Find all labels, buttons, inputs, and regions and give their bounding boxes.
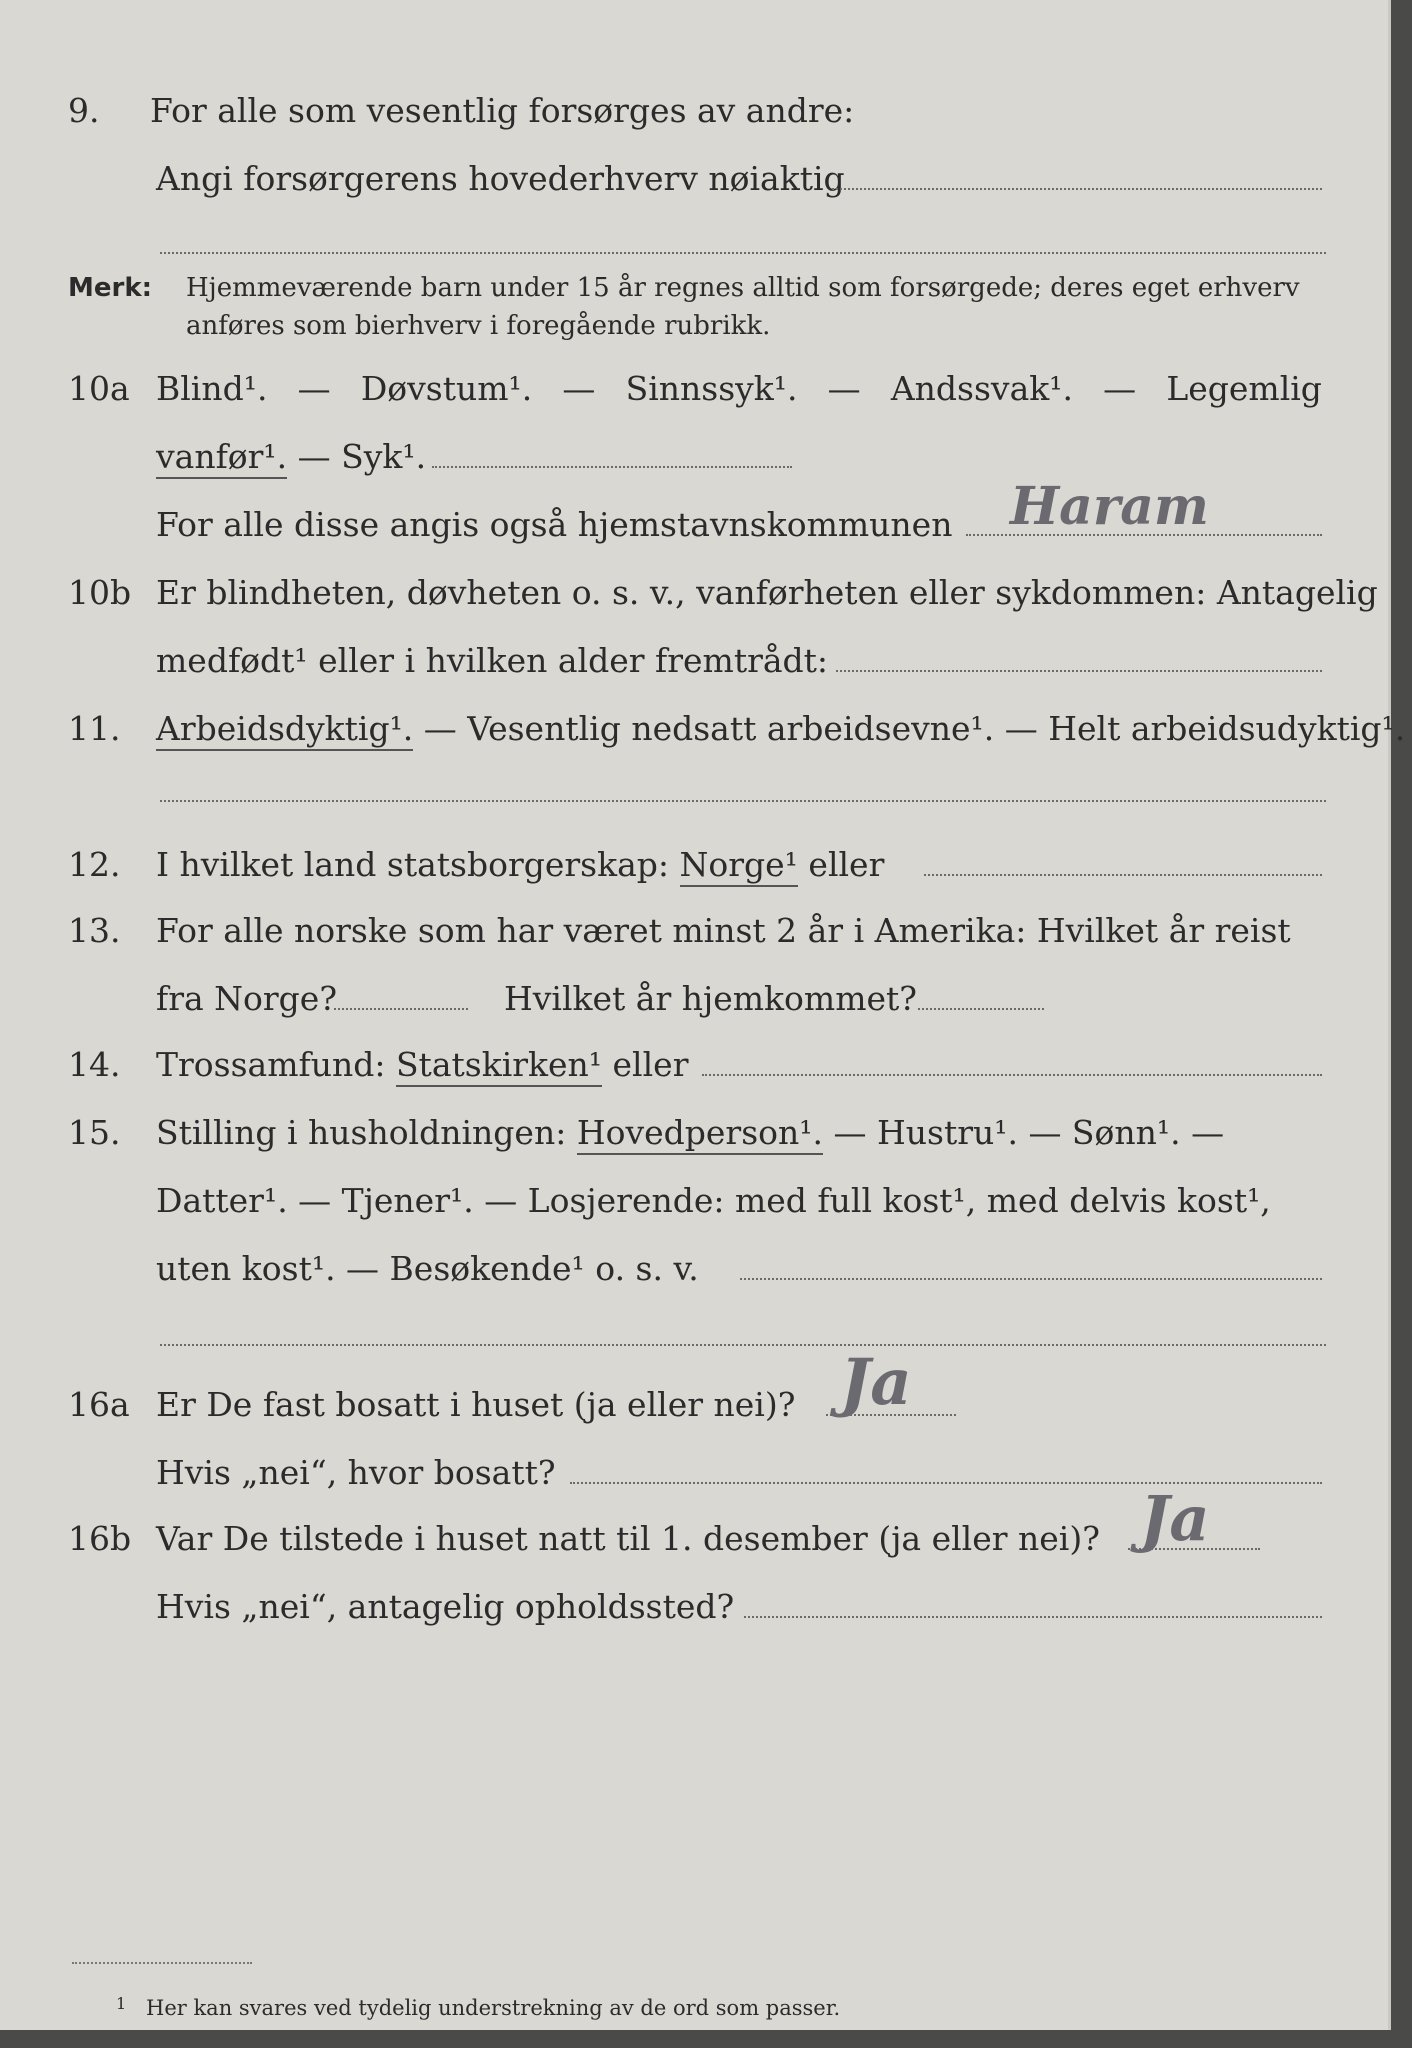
q13-hjemkommet-answer-line[interactable] xyxy=(918,1008,1044,1010)
q11-row xyxy=(0,704,1406,754)
q15-row-2 xyxy=(0,1176,1388,1226)
q10b-number: 10b xyxy=(68,573,132,612)
q13-line1: For alle norske som har været minst 2 år i Amerika: Hvilket år reist xyxy=(156,911,1291,950)
q14-line xyxy=(156,1040,688,1090)
q11-extra-line[interactable] xyxy=(160,800,1326,802)
q10a-row-1 xyxy=(0,364,1388,414)
q10a-vanfor-underlined[interactable]: vanfør¹. xyxy=(156,437,287,479)
merk-label: Merk: xyxy=(68,273,153,303)
q13-number: 13. xyxy=(68,911,121,950)
q12-line xyxy=(156,840,884,890)
q10a-dash-1: — xyxy=(297,369,331,408)
q9-title-row xyxy=(0,86,1388,136)
q9-answer-line[interactable] xyxy=(832,188,1322,190)
q11-rest[interactable]: — Vesentlig nedsatt arbeidsevne¹. — Helt arbeidsudyktig¹. xyxy=(423,709,1406,748)
q9-title: For alle som vesentlig forsørges av andre: xyxy=(150,91,855,130)
q16b-line2: Hvis „nei“, antagelig opholdssted? xyxy=(156,1587,735,1626)
q14-answer-line[interactable] xyxy=(702,1074,1322,1076)
q13-reist-answer-line[interactable] xyxy=(334,1008,468,1010)
q12-answer-line[interactable] xyxy=(924,874,1322,876)
q14-statskirken-underlined[interactable]: Statskirken¹ xyxy=(396,1045,602,1087)
q11-arbeidsdyktig-underlined[interactable]: Arbeidsdyktig¹. xyxy=(156,709,413,751)
q9-extra-line[interactable] xyxy=(160,252,1326,254)
q10b-row-2 xyxy=(0,636,1388,686)
q10a-line3: For alle disse angis også hjemstavnskommunen xyxy=(156,505,953,544)
q10a-handwritten-answer: Haram xyxy=(1010,476,1209,537)
merk-row-2 xyxy=(0,306,1388,356)
q14-prefix: Trossamfund: xyxy=(156,1045,386,1084)
q12-row xyxy=(0,840,1388,890)
q10b-answer-line[interactable] xyxy=(836,670,1322,672)
q10a-legemlig[interactable]: Legemlig xyxy=(1166,369,1322,408)
q10b-row-1 xyxy=(0,568,1388,618)
q15-prefix: Stilling i husholdningen: xyxy=(156,1113,567,1152)
q10a-dash-4: — xyxy=(1103,369,1137,408)
merk-line2: anføres som bierhverv i foregående rubrikk. xyxy=(186,311,771,341)
q9-line1: Angi forsørgerens hovederhverv nøiaktig xyxy=(156,159,845,198)
q10a-syk-answer-line[interactable] xyxy=(432,466,792,468)
q15-extra-line[interactable] xyxy=(160,1344,1326,1346)
q15-row-3 xyxy=(0,1244,1388,1294)
q12-suffix: eller xyxy=(808,845,885,884)
q9-number: 9. xyxy=(68,91,100,130)
q13-row-2 xyxy=(0,974,1388,1024)
q13-line2b: Hvilket år hjemkommet? xyxy=(504,979,917,1018)
merk-line1: Hjemmeværende barn under 15 år regnes alltid som forsørgede; deres eget erhverv xyxy=(186,273,1300,303)
q16b-handwritten-answer: Ja xyxy=(1140,1482,1210,1555)
q10a-andssvak[interactable]: Andssvak¹. xyxy=(890,369,1073,408)
q15-row-1 xyxy=(0,1108,1388,1158)
q10a-number: 10a xyxy=(68,369,130,408)
q10a-dovstum[interactable]: Døvstum¹. xyxy=(360,369,533,408)
q13-row-1 xyxy=(0,906,1388,956)
q15-answer-line[interactable] xyxy=(740,1278,1322,1280)
q10a-blind[interactable]: Blind¹. xyxy=(156,369,268,408)
q10b-line1: Er blindheten, døvheten o. s. v., vanførheten eller sykdommen: Antagelig xyxy=(156,573,1378,612)
q13-line2a: fra Norge? xyxy=(156,979,338,1018)
q10a-line2 xyxy=(156,432,426,482)
q16a-number: 16a xyxy=(68,1385,130,1424)
q15-rest[interactable]: — Hustru¹. — Sønn¹. — xyxy=(833,1113,1225,1152)
q12-number: 12. xyxy=(68,845,121,884)
q12-norge-underlined[interactable]: Norge¹ xyxy=(680,845,798,887)
q10b-line2: medfødt¹ eller i hvilken alder fremtrådt: xyxy=(156,641,829,680)
q9-line1-row xyxy=(0,154,1388,204)
footnote-mark: 1 xyxy=(116,1994,127,2013)
q15-line3[interactable]: uten kost¹. — Besøkende¹ o. s. v. xyxy=(156,1249,699,1288)
q16b-row-2 xyxy=(0,1582,1388,1632)
q10a-row-3 xyxy=(0,476,1388,550)
q10a-sinnssyk[interactable]: Sinnssyk¹. xyxy=(625,369,798,408)
q16a-row-1 xyxy=(0,1345,1388,1430)
q15-hovedperson-underlined[interactable]: Hovedperson¹. xyxy=(577,1113,823,1155)
q10a-options xyxy=(156,364,1322,414)
q14-suffix: eller xyxy=(612,1045,689,1084)
q15-line2[interactable]: Datter¹. — Tjener¹. — Losjerende: med full kost¹, med delvis kost¹, xyxy=(156,1181,1271,1220)
footnote-text: Her kan svares ved tydelig understrekning av de ord som passer. xyxy=(146,1996,841,2020)
q16b-row-1 xyxy=(0,1482,1388,1564)
q16a-line1: Er De fast bosatt i huset (ja eller nei)? xyxy=(156,1385,796,1424)
q15-number: 15. xyxy=(68,1113,121,1152)
q10a-dash-2: — xyxy=(562,369,596,408)
q16b-number: 16b xyxy=(68,1519,132,1558)
q16a-line2: Hvis „nei“, hvor bosatt? xyxy=(156,1453,556,1492)
q16b-opholdssted-answer-line[interactable] xyxy=(744,1616,1322,1618)
q12-prefix: I hvilket land statsborgerskap: xyxy=(156,845,670,884)
q10a-row-2 xyxy=(0,432,1388,482)
q14-row xyxy=(0,1040,1388,1090)
q16a-handwritten-answer: Ja xyxy=(840,1345,912,1420)
q14-number: 14. xyxy=(68,1045,121,1084)
q15-line1 xyxy=(156,1108,1224,1158)
q11-line xyxy=(156,704,1405,754)
q10a-syk[interactable]: — Syk¹. xyxy=(297,437,427,476)
q10a-dash-3: — xyxy=(827,369,861,408)
footnote-rule xyxy=(72,1962,252,1964)
footnote-row xyxy=(0,1990,1388,2026)
q11-number: 11. xyxy=(68,709,121,748)
q16b-line1: Var De tilstede i huset natt til 1. desember (ja eller nei)? xyxy=(156,1519,1100,1558)
